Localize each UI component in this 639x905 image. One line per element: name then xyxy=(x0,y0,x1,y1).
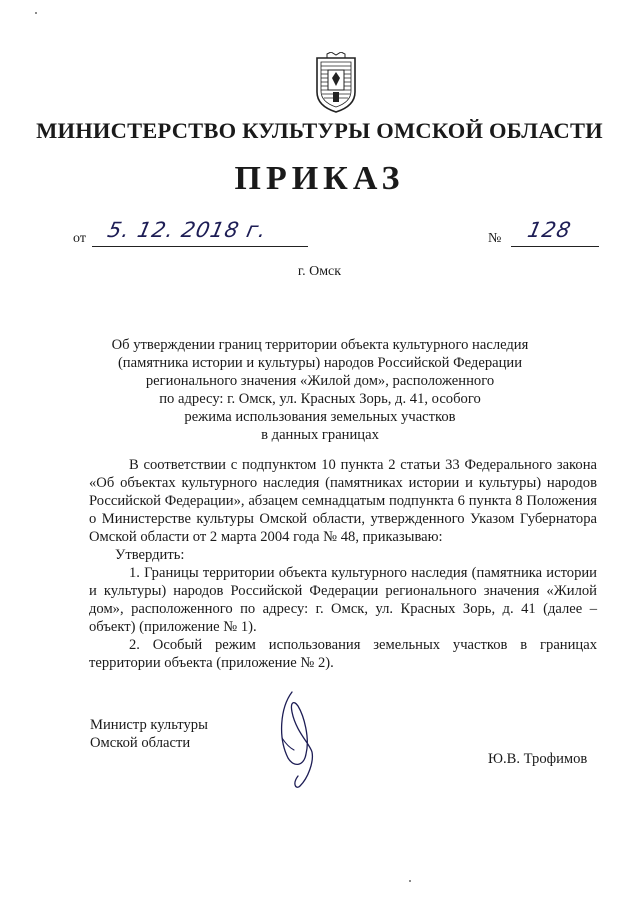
handwritten-signature xyxy=(270,688,330,792)
document-type-title: ПРИКАЗ xyxy=(234,160,405,197)
signatory-name: Ю.В. Трофимов xyxy=(488,751,588,767)
scan-speck xyxy=(409,880,411,882)
number-label: № xyxy=(488,231,502,246)
ministry-title: МИНИСТЕРСТВО КУЛЬТУРЫ ОМСКОЙ ОБЛАСТИ xyxy=(36,118,603,143)
position-line-2: Омской области xyxy=(90,735,191,751)
scan-speck xyxy=(35,12,37,14)
approve-line: Утвердить: xyxy=(115,547,185,563)
subject-line: (памятника истории и культуры) народов Российской Федерации xyxy=(117,355,523,371)
item-1-paragraph: 1. Границы территории объекта культурного наследия (памятника истории и культуры) народов Российской Федерации регионального значения «Жилой дом», расположенного по адресу: г. Омск, ул. Красных Зорь, д. 41 (далее – объект) (приложение № 1). xyxy=(89,565,597,635)
signatory-position xyxy=(90,716,208,752)
handwritten-date: 5. 12. 2018 г. xyxy=(105,218,270,242)
omsk-coat-of-arms-emblem xyxy=(313,52,359,114)
subject-line: режима использования земельных участков xyxy=(184,409,456,425)
subject-line: по адресу: г. Омск, ул. Красных Зорь, д. 41, особого xyxy=(159,391,481,407)
number-underline xyxy=(511,246,599,247)
order-body xyxy=(89,456,597,672)
date-label: от xyxy=(73,231,86,246)
preamble-paragraph: В соответствии с подпунктом 10 пункта 2 статьи 33 Федерального закона «Об объектах культурного наследия (памятниках истории и культуры) народов Российской Федерации», абзацем семнадцатым подпункта 6 пункта 8 Положения о Министерстве культуры Омской области, утвержденного Указом Губернатора Омской области от 2 марта 2004 года № 48, приказываю: xyxy=(89,457,597,545)
subject-line: Об утверждении границ территории объекта культурного наследия xyxy=(111,337,529,353)
handwritten-number: 128 xyxy=(525,218,574,242)
date-underline xyxy=(92,246,308,247)
city-label: г. Омск xyxy=(297,264,342,279)
order-subject xyxy=(100,336,540,444)
subject-line: в данных границах xyxy=(261,427,379,443)
item-2-paragraph: 2. Особый режим использования земельных участков в границах территории объекта (приложение № 2). xyxy=(89,637,597,671)
position-line-1: Министр культуры xyxy=(90,717,208,733)
subject-line: регионального значения «Жилой дом», расположенного xyxy=(145,373,495,389)
